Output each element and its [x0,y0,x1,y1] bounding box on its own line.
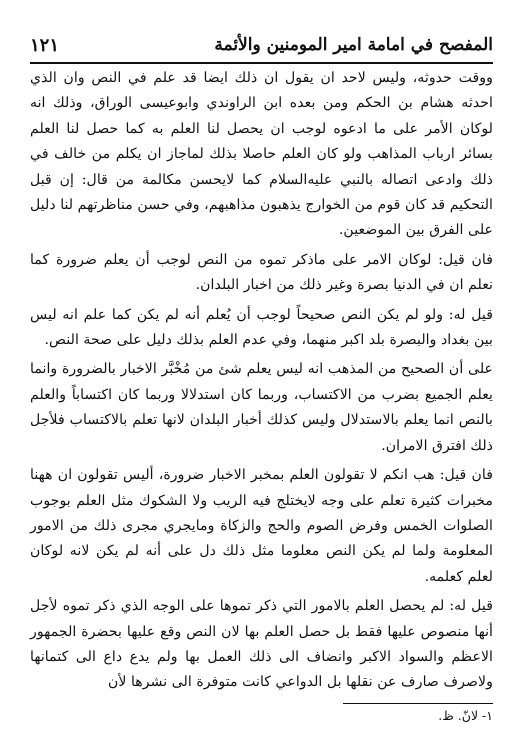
paragraph-3: قيل له: ولو لم يكن النص صحيحاً لوجب أن يُعلم أنه لم يكن كما علم انه ليس بين بغداد والبصرة بلد اكبر منهما، وفي عدم العلم بذلك دليل على صحة النص. [30,306,493,349]
body-text [30,66,493,696]
paragraph-5: فان قيل: هب انكم لا تقولون العلم بمخبر الاخبار ضرورة، أليس تقولون ان ههنا مخبرات كثيرة تعلم على وجه لايختلج فيه الريب ولا الشكوك مثل العلم بوجوب الصلوات الخمس وفرض الصوم والحج والزكاة ومايجري مجرى ذلك من الامور المعلومة ولما لم يكن النص معلوما مثل ذلك دل على أنه لم يكن لانه لوكان لعلم كعلمه. [30,467,493,585]
page-number: ١٢١ [30,34,60,56]
page-header [30,28,493,64]
footnote-separator [343,703,493,704]
running-title: المفصح في امامة امير المومنين والأئمة [214,35,493,55]
paragraph-4: على أن الصحيح من المذهب انه ليس يعلم شئ من مُخْبَّر الاخبار بالضرورة وانما يعلم الجميع بضرب من الاكتساب، وربما كان استدلالا وربما كان اكتساباً والعلم بالنص انما يعلم بالاستدلال وليس كذلك أخبار البلدان لانها تعلم بالاكتساب فلأجل ذلك افترق الامران. [30,361,493,454]
paragraph-1: ووقت حدوثه، وليس لاحد ان يقول ان ذلك ايضا قد علم في النص وان الذي احدثه هشام بن الحكم ومن بعده ابن الراوندي وابوعيسى الوراق، وذلك انه لوكان الأمر على ما ادعوه لوجب ان يحصل لنا العلم به كما حصل لنا العلم بسائر ارباب المذاهب ولو كان العلم حاصلا بذلك لماجاز ان يكلم من خالف في ذلك وادعى اتصاله بالنبي عليه‌السلام كما لايحسن مكالمة من قال: إن قبل التحكيم قد كان قوم من الخوارج يذهبون مذاهبهم، وفي حسن مناظرتهم لنا دليل على الفرق بين الموضعين. [30,70,493,239]
paragraph-6: قيل له: لم يحصل العلم بالامور التي ذكر تموها على الوجه الذي ذكر تموه لأجل أنها منصوص عليها فقط بل حصل العلم بها لان النص وقع عليها بحضرة الجمهور الاعظم والسواد الاكبر وانضاف الى ذلك العمل بها ولم يدع داع الى كتمانها ولاصرف صارف عن نقلها بل الدواعي كانت متوفرة الى نشرها لأن [30,598,493,691]
paragraph-2: فان قيل: لوكان الامر على ماذكر تموه من النص لوجب أن يعلم ضرورة كما نعلم ان في الدنيا بصرة وغير ذلك من اخبار البلدان. [30,251,493,294]
footnote: ١- لانّ. ظ. [438,708,493,723]
